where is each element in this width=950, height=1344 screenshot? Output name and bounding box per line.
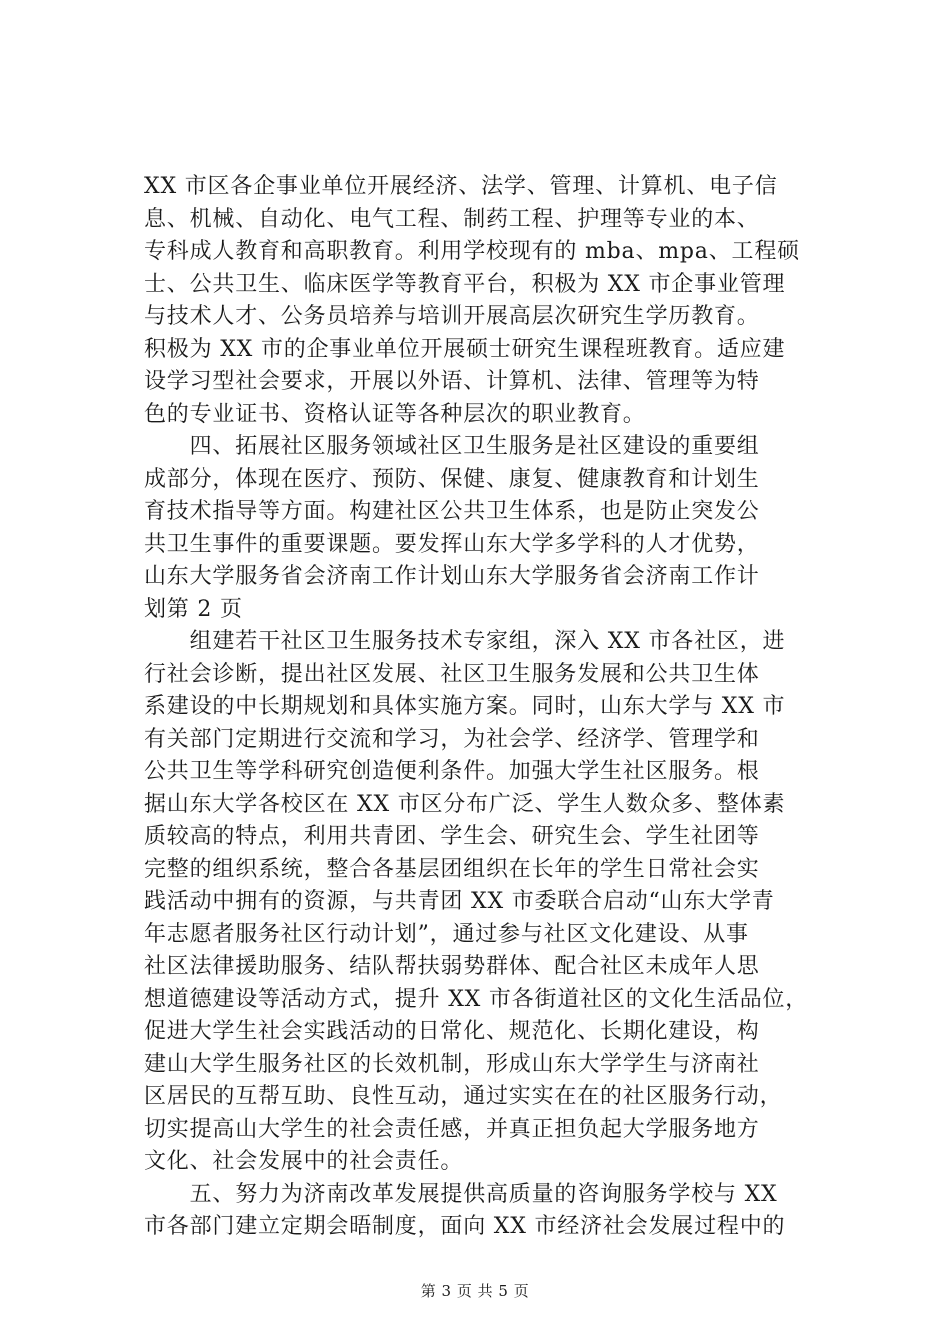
text-line: 与技术人才、公务员培养与培训开展高层次研究生学历教育。 <box>144 304 760 329</box>
text-line: 成部分，体现在医疗、预防、保健、康复、健康教育和计划生 <box>144 466 760 492</box>
text-line: 有关部门定期进行交流和学习，为社会学、经济学、管理学和 <box>144 726 760 752</box>
text-line: 据山东大学各校区在 XX 市区分布广泛、学生人数众多、整体素 <box>144 791 786 817</box>
text-line: 系建设的中长期规划和具体实施方案。同时，山东大学与 XX 市 <box>144 694 786 719</box>
text-line: 年志愿者服务社区行动计划”，通过参与社区文化建设、从事 <box>144 921 749 947</box>
text-line: 市各部门建立定期会晤制度，面向 XX 市经济社会发展过程中的 <box>144 1214 786 1239</box>
text-line: 建山大学生服务社区的长效机制，形成山东大学学生与济南社 <box>144 1051 760 1077</box>
page-footer <box>0 1280 950 1301</box>
text-line: 公共卫生等学科研究创造便利条件。加强大学生社区服务。根 <box>144 759 760 784</box>
text-line: 践活动中拥有的资源，与共青团 XX 市委联合启动“山东大学青 <box>144 889 775 914</box>
text-line: 积极为 XX 市的企事业单位开展硕士研究生课程班教育。适应建 <box>144 336 786 362</box>
text-line: 息、机械、自动化、电气工程、制药工程、护理等专业的本、 <box>144 206 760 232</box>
text-line: XX 市区各企事业单位开展经济、法学、管理、计算机、电子信 <box>144 174 778 199</box>
page-number: 第 3 页 共 5 页 <box>420 1282 530 1300</box>
text-line: 设学习型社会要求，开展以外语、计算机、法律、管理等为特 <box>144 369 760 394</box>
paragraph-start-line: 组建若干社区卫生服务技术专家组，深入 XX 市各社区，进 <box>144 629 786 654</box>
text-line: 想道德建设等活动方式，提升 XX 市各街道社区的文化生活品位， <box>144 986 809 1012</box>
body-text <box>144 171 844 1244</box>
text-line: 质较高的特点，利用共青团、学生会、研究生会、学生社团等 <box>144 824 760 849</box>
text-line: 文化、社会发展中的社会责任。 <box>144 1149 464 1174</box>
text-line: 切实提高山大学生的社会责任感，并真正担负起大学服务地方 <box>144 1116 760 1142</box>
text-line: 专科成人教育和高职教育。利用学校现有的 mba、mpa、工程硕 <box>144 239 800 264</box>
text-line: 山东大学服务省会济南工作计划山东大学服务省会济南工作计 <box>144 564 760 589</box>
text-line: 色的专业证书、资格认证等各种层次的职业教育。 <box>144 401 646 427</box>
section-four-heading-line: 四、拓展社区服务领域社区卫生服务是社区建设的重要组 <box>144 434 760 459</box>
text-line: 促进大学生社会实践活动的日常化、规范化、长期化建设，构 <box>144 1019 760 1044</box>
text-line: 共卫生事件的重要课题。要发挥山东大学多学科的人才优势， <box>144 531 760 557</box>
text-line: 育技术指导等方面。构建社区公共卫生体系，也是防止突发公 <box>144 499 760 524</box>
text-line: 社区法律援助服务、结队帮扶弱势群体、配合社区未成年人思 <box>144 954 760 979</box>
text-line: 区居民的互帮互助、良性互动，通过实实在在的社区服务行动， <box>144 1084 783 1109</box>
text-line: 士、公共卫生、临床医学等教育平台，积极为 XX 市企事业管理 <box>144 271 786 297</box>
section-five-heading-line: 五、努力为济南改革发展提供高质量的咨询服务学校与 XX <box>144 1181 778 1207</box>
text-line: 行社会诊断，提出社区发展、社区卫生服务发展和公共卫生体 <box>144 661 760 687</box>
text-line: 完整的组织系统，整合各基层团组织在长年的学生日常社会实 <box>144 856 760 882</box>
text-line: 划第 2 页 <box>144 596 243 622</box>
